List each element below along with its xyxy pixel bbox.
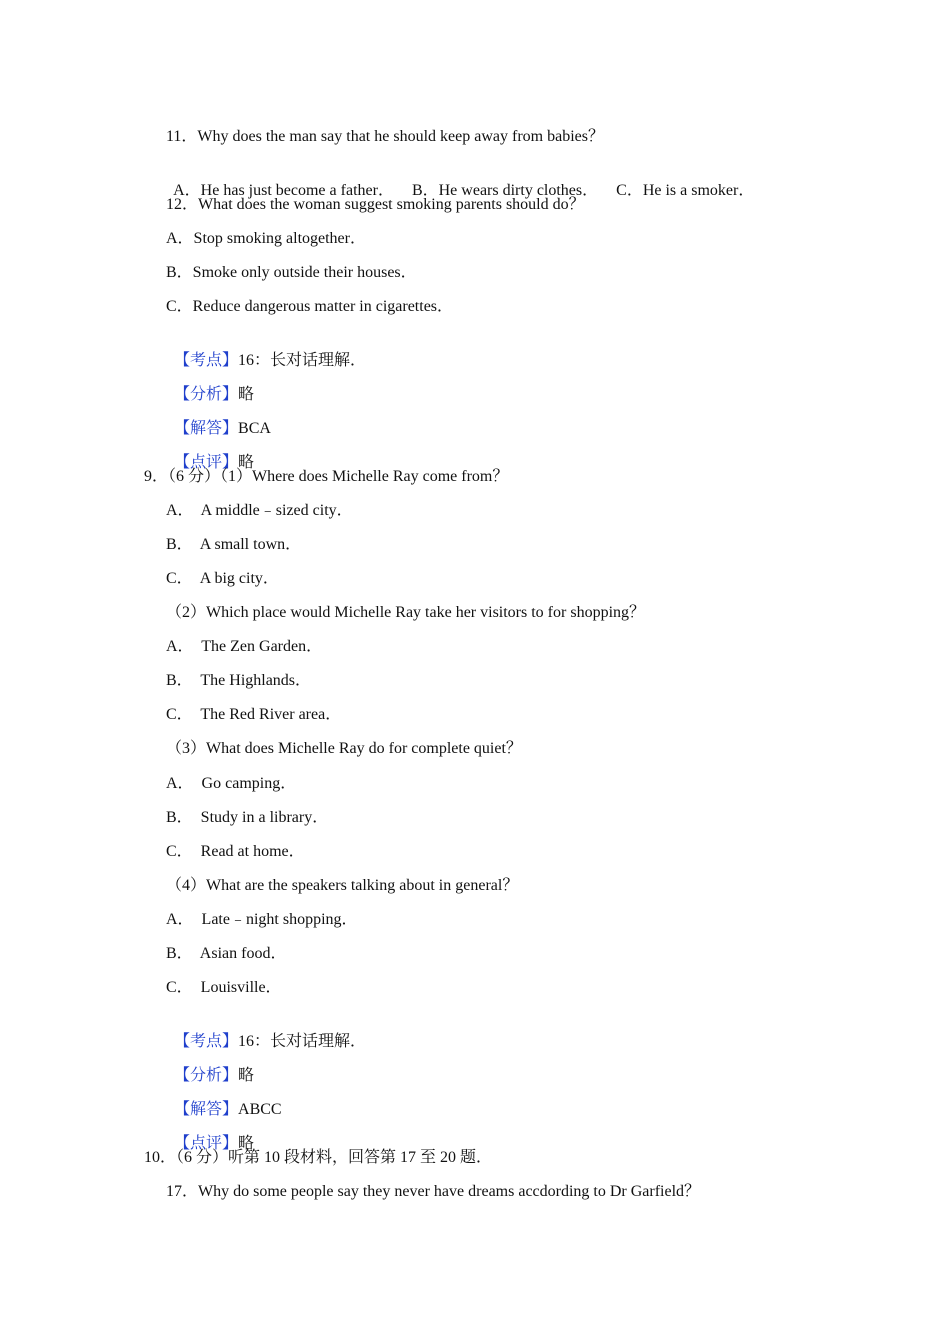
q12-option-b: B．Smoke only outside their houses． [166, 264, 417, 281]
jieda-tag: 【解答】 [174, 420, 239, 437]
dianping-tag: 【点评】 [174, 1135, 239, 1152]
kaodian-tag: 【考点】 [174, 1033, 239, 1050]
q9-2-option-c: C． The Red River area． [166, 706, 342, 723]
q11-option-c: C．He is a smoker． [616, 182, 755, 199]
fenxi-tag: 【分析】 [174, 386, 239, 403]
q12-option-a: A．Stop smoking altogether． [166, 230, 366, 247]
dianping-text: 略 [238, 1135, 255, 1152]
dianping-text: 略 [238, 454, 255, 471]
q9-4-stem: （4）What are the speakers talking about in general？ [166, 877, 519, 894]
q9-1-option-b: B． A small town． [166, 536, 302, 553]
fenxi-1 [166, 365, 255, 403]
q9-4-option-b: B． Asian food． [166, 945, 287, 962]
q11-option-a: A．He has just become a father． [173, 182, 394, 199]
jieda-1 [166, 399, 271, 437]
q12-option-c: C．Reduce dangerous matter in cigarettes． [166, 298, 454, 315]
q9-1-option-a: A． A middle﹣sized city． [166, 502, 353, 519]
jieda-tag: 【解答】 [174, 1101, 239, 1118]
fenxi-text: 略 [238, 386, 255, 403]
q9-2-option-a: A． The Zen Garden． [166, 638, 323, 655]
q11-option-b: B．He wears dirty clothes． [411, 182, 599, 199]
q9-heading: 9．（6 分）（1）Where does Michelle Ray come from？ [144, 468, 509, 485]
q9-4-option-c: C． Louisville． [166, 979, 282, 996]
jieda-text: ABCC [238, 1101, 282, 1118]
jieda-2 [166, 1080, 282, 1118]
q9-3-stem: （3）What does Michelle Ray do for complete quiet？ [166, 740, 522, 757]
kaodian-text: 16：长对话理解． [238, 352, 367, 369]
q12-stem: 12．What does the woman suggest smoking parents should do？ [166, 196, 585, 213]
q9-1-option-c: C． A big city． [166, 570, 279, 587]
jieda-text: BCA [238, 420, 271, 437]
q17-stem: 17．Why do some people say they never have dreams accdording to Dr Garfield？ [166, 1183, 701, 1200]
fenxi-2 [166, 1046, 255, 1084]
q9-4-option-a: A． Late﹣night shopping． [166, 911, 358, 928]
q9-2-stem: （2）Which place would Michelle Ray take her visitors to for shopping？ [166, 604, 646, 621]
fenxi-tag: 【分析】 [174, 1067, 239, 1084]
q10-heading: 10．（6 分）听第 10 段材料，回答第 17 至 20 题． [144, 1149, 493, 1166]
q9-3-option-a: A． Go camping． [166, 775, 297, 792]
kaodian-1 [166, 331, 367, 369]
q9-3-option-c: C． Read at home． [166, 843, 305, 860]
kaodian-2 [166, 1012, 367, 1050]
q9-2-option-b: B． The Highlands． [166, 672, 312, 689]
fenxi-text: 略 [238, 1067, 255, 1084]
dianping-2 [166, 1114, 255, 1152]
kaodian-text: 16：长对话理解． [238, 1033, 367, 1050]
dianping-tag: 【点评】 [174, 454, 239, 471]
q9-3-option-b: B． Study in a library． [166, 809, 329, 826]
q11-stem: 11．Why does the man say that he should keep away from babies？ [166, 128, 604, 145]
dianping-1 [166, 433, 255, 471]
kaodian-tag: 【考点】 [174, 352, 239, 369]
q11-options [166, 161, 755, 199]
